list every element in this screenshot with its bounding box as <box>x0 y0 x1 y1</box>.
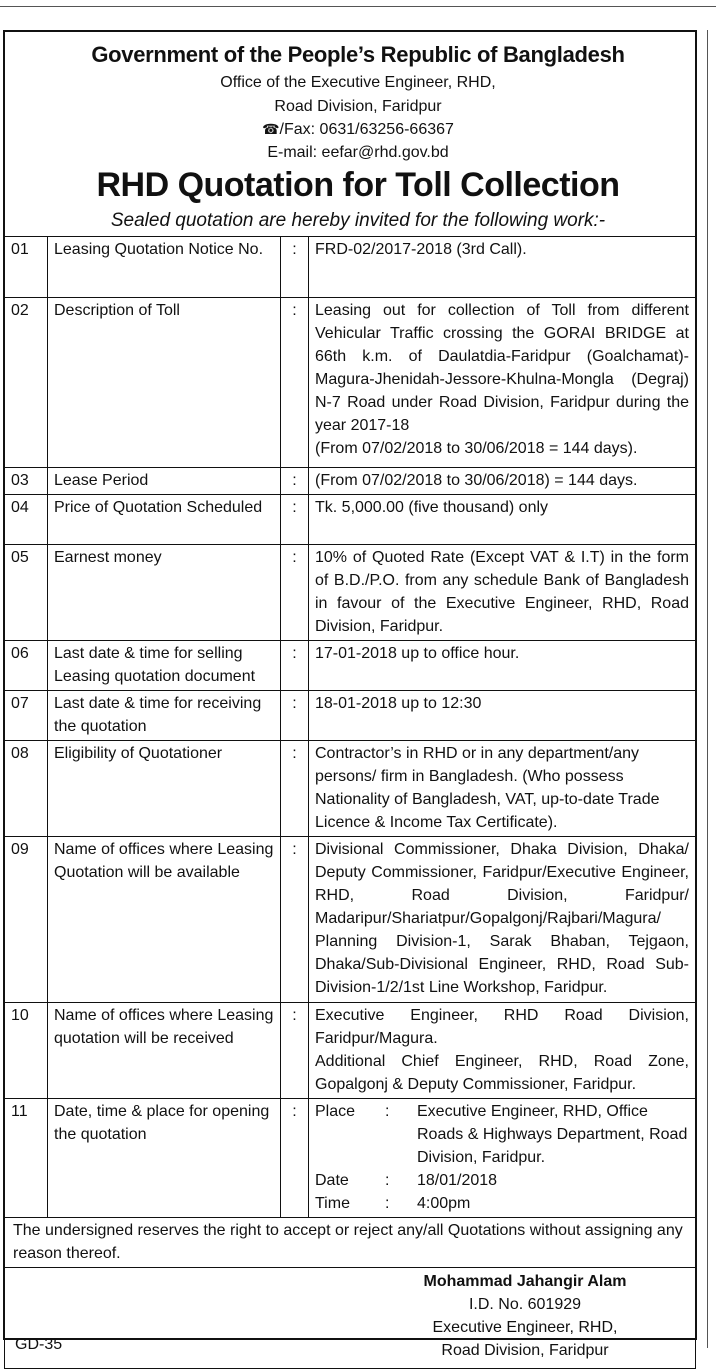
row-number: 06 <box>5 641 48 691</box>
row-number: 11 <box>5 1099 48 1218</box>
place-key: Place <box>315 1103 356 1120</box>
row-colon: : <box>281 1099 309 1218</box>
table-row <box>5 1003 696 1099</box>
row-number: 04 <box>5 495 48 545</box>
signatory-office: Road Division, Faridpur <box>441 1342 609 1359</box>
note-row <box>5 1218 696 1268</box>
phone-text: /Fax: 0631/63256-66367 <box>279 121 454 138</box>
signatory-title: Executive Engineer, RHD, <box>432 1319 618 1336</box>
receiving-office-primary: Executive Engineer, RHD Road Division, Faridpur/Magura. <box>315 1007 689 1047</box>
table-row <box>5 468 696 495</box>
opening-time <box>315 1192 689 1215</box>
signatory-id: I.D. No. 601929 <box>468 1296 582 1313</box>
row-number: 08 <box>5 741 48 837</box>
opening-date <box>315 1169 689 1192</box>
row-value: 17-01-2018 up to office hour. <box>309 641 696 691</box>
row-value <box>309 1003 696 1099</box>
table-row <box>5 741 696 837</box>
row-colon: : <box>281 1003 309 1099</box>
document-code: GD-35 <box>15 1336 63 1353</box>
row-colon: : <box>281 741 309 837</box>
time-value: 4:00pm <box>417 1195 471 1212</box>
signatory-name: Mohammad Jahangir Alam <box>423 1273 627 1290</box>
telephone-icon: ☎ <box>262 121 280 137</box>
time-key: Time <box>315 1195 350 1212</box>
reservation-note: The undersigned reserves the right to accept or reject any/all Quotations without assigning any reason thereof. <box>5 1218 696 1268</box>
footer-row <box>5 1268 696 1369</box>
row-label: Earnest money <box>48 545 281 641</box>
row-number: 09 <box>5 837 48 1003</box>
place-value: Executive Engineer, RHD, Office Roads & Highways Department, Road Division, Faridpur. <box>417 1103 688 1166</box>
quotation-table <box>4 236 696 1369</box>
place-colon: : <box>385 1103 390 1120</box>
row-label: Last date & time for receiving the quotation <box>48 691 281 741</box>
row-colon: : <box>281 837 309 1003</box>
row-number: 10 <box>5 1003 48 1099</box>
table-row <box>5 237 696 298</box>
row-number: 05 <box>5 545 48 641</box>
table-row <box>5 298 696 468</box>
phone-line <box>0 121 716 139</box>
email-line: E-mail: eefar@rhd.gov.bd <box>267 144 449 161</box>
receiving-office-additional: Additional Chief Engineer, RHD, Road Zone, Gopalgonj & Deputy Commissioner, Faridpur. <box>315 1053 689 1093</box>
table-row <box>5 641 696 691</box>
row-value: Tk. 5,000.00 (five thousand) only <box>309 495 696 545</box>
row-label: Price of Quotation Scheduled <box>48 495 281 545</box>
row-label: Name of offices where Leasing Quotation will be available <box>48 837 281 1003</box>
table-row <box>5 495 696 545</box>
table-row <box>5 837 696 1003</box>
row-colon: : <box>281 495 309 545</box>
row-value: Divisional Commissioner, Dhaka Division, Dhaka/ Deputy Commissioner, Faridpur/Executive Engineer, RHD, Road Division, Faridpur/ Madaripur/Shariatpur/Gopalgonj/Rajbari/Magura/ Planning Division-1, Sarak Bhaban, Tejgaon, Dhaka/Sub-Divisional Engineer, RHD, Road Sub-Division-1/2/1st Line Workshop, Faridpur. <box>309 837 696 1003</box>
table-row <box>5 1099 696 1218</box>
row-label: Eligibility of Quotationer <box>48 741 281 837</box>
row-value: 10% of Quoted Rate (Except VAT & I.T) in the form of B.D./P.O. from any schedule Bank of Bangladesh in favour of the Executive Engineer, RHD, Road Division, Faridpur. <box>309 545 696 641</box>
division-line: Road Division, Faridpur <box>274 98 442 115</box>
row-number: 07 <box>5 691 48 741</box>
date-key: Date <box>315 1172 349 1189</box>
row-value <box>309 298 696 468</box>
row-label: Description of Toll <box>48 298 281 468</box>
row-value: Contractor’s in RHD or in any department/any persons/ firm in Bangladesh. (Who possess Nationality of Bangladesh, VAT, up-to-date Trade Licence & Income Tax Certificate). <box>309 741 696 837</box>
toll-description: Leasing out for collection of Toll from different Vehicular Traffic crossing the GORAI BRIDGE at 66th k.m. of Daulatdia-Faridpur (Goalchamat)-Magura-Jhenidah-Jessore-Khulna-Mongla (Degraj) N-7 Road under Road Division, Faridpur during the year 2017-18 <box>315 302 689 434</box>
row-number: 03 <box>5 468 48 495</box>
time-colon: : <box>385 1195 390 1212</box>
date-colon: : <box>385 1172 390 1189</box>
opening-place <box>315 1100 689 1169</box>
government-heading: Government of the People’s Republic of Bangladesh <box>91 42 625 67</box>
row-colon: : <box>281 237 309 298</box>
row-colon: : <box>281 691 309 741</box>
row-value: 18-01-2018 up to 12:30 <box>309 691 696 741</box>
row-value: (From 07/02/2018 to 30/06/2018) = 144 days. <box>309 468 696 495</box>
row-colon: : <box>281 641 309 691</box>
top-rule <box>0 6 716 7</box>
row-label: Lease Period <box>48 468 281 495</box>
row-number: 01 <box>5 237 48 298</box>
row-value <box>309 1099 696 1218</box>
table-row <box>5 691 696 741</box>
row-number: 02 <box>5 298 48 468</box>
office-line: Office of the Executive Engineer, RHD, <box>220 74 496 91</box>
row-label: Date, time & place for opening the quotation <box>48 1099 281 1218</box>
row-label: Last date & time for selling Leasing quotation document <box>48 641 281 691</box>
row-label: Leasing Quotation Notice No. <box>48 237 281 298</box>
notice-subtitle: Sealed quotation are hereby invited for the following work:- <box>110 210 606 231</box>
row-colon: : <box>281 298 309 468</box>
toll-period: (From 07/02/2018 to 30/06/2018 = 144 days). <box>315 440 638 457</box>
table-row <box>5 545 696 641</box>
row-value: FRD-02/2017-2018 (3rd Call). <box>309 237 696 298</box>
row-colon: : <box>281 545 309 641</box>
notice-title: RHD Quotation for Toll Collection <box>96 166 620 204</box>
row-colon: : <box>281 468 309 495</box>
date-value: 18/01/2018 <box>417 1172 498 1189</box>
signature-block <box>413 1270 637 1362</box>
footer-cell <box>5 1268 696 1369</box>
row-label: Name of offices where Leasing quotation will be received <box>48 1003 281 1099</box>
